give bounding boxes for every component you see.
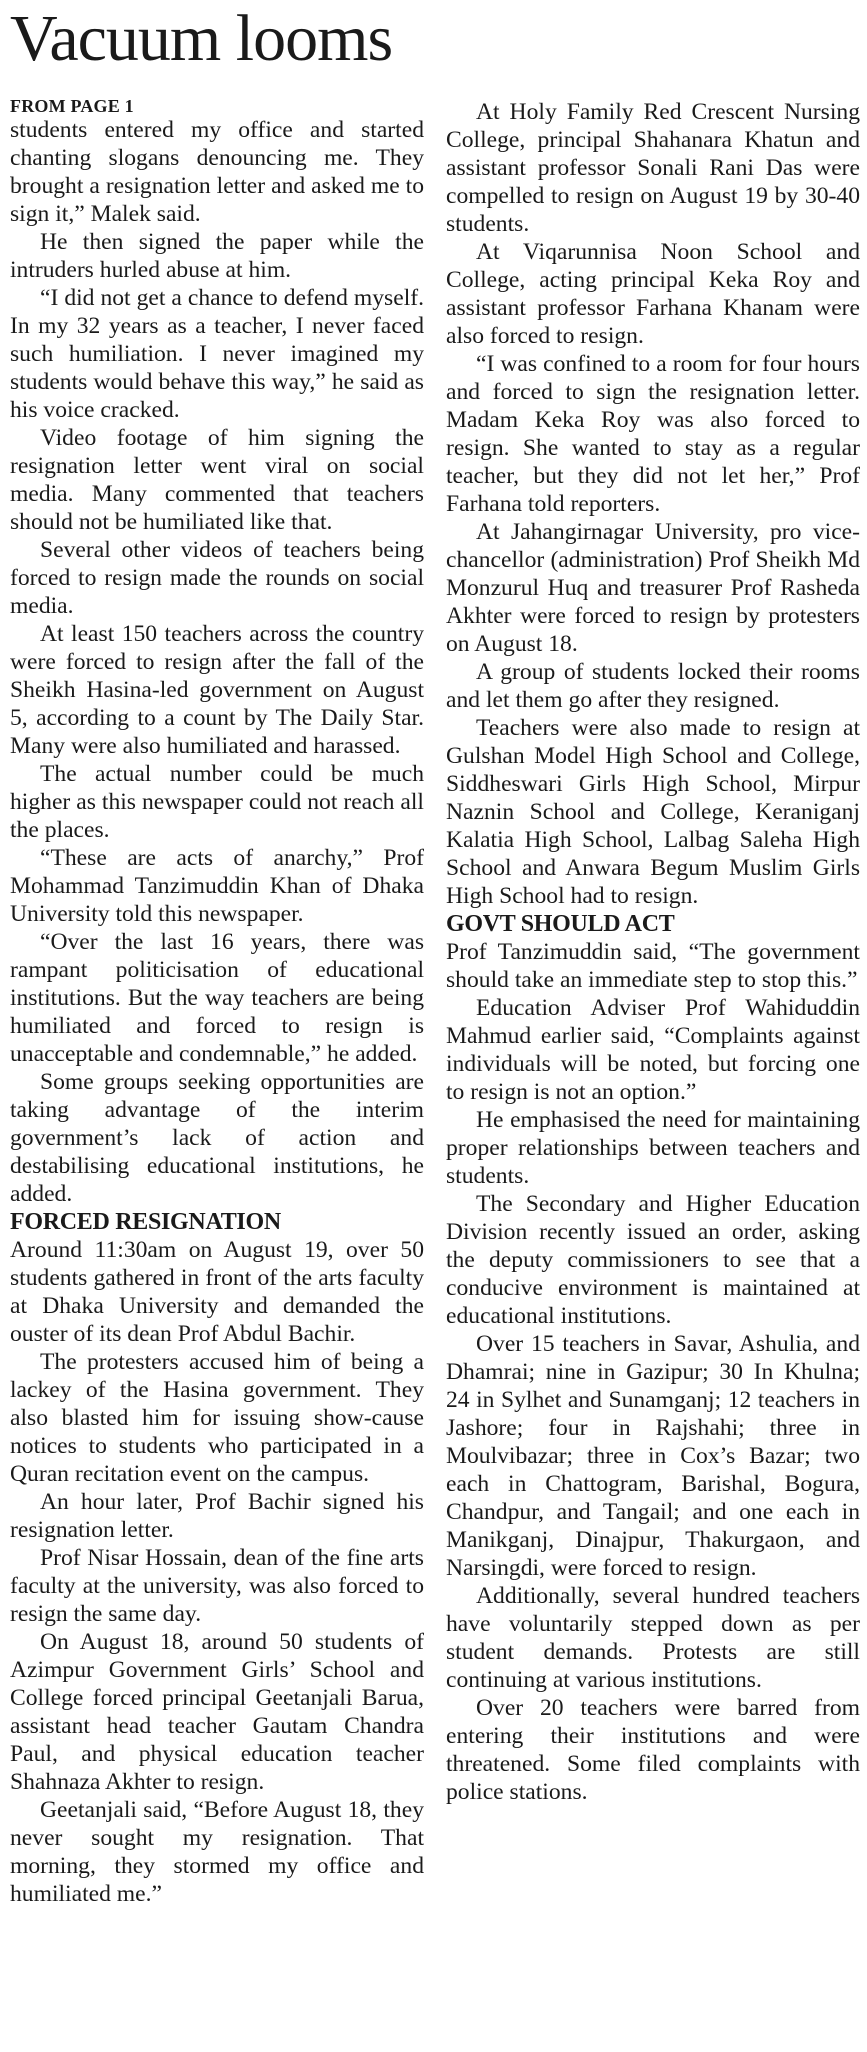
paragraph: Over 15 teachers in Savar, Ashulia, and Dhamrai; nine in Gazipur; 30 In Khulna; 24 in Sylhet and Sunamganj; 12 teachers in Jashore; four in Rajshahi; three in Moulvibazar; three in Cox’s Bazar; two each in Chattogram, Barishal, Bogura, Chandpur, and Tangail; and one each in Manikganj, Dinajpur, Thakurgaon, and Narsingdi, were forced to resign. (446, 1331, 860, 1581)
paragraph: “I did not get a chance to defend myself. In my 32 years as a teacher, I never faced such humiliation. I never imagined my students would behave this way,” he said as his voice cracked. (10, 285, 424, 423)
paragraph: Education Adviser Prof Wahiduddin Mahmud earlier said, “Complaints against individuals will be noted, but forcing one to resign is not an option.” (446, 995, 860, 1105)
paragraph: On August 18, around 50 students of Azimpur Government Girls’ School and College forced principal Geetanjali Barua, assistant head teacher Gautam Chandra Paul, and physical education teacher Shahnaza Akhter to resign. (10, 1629, 424, 1795)
jump-line: FROM PAGE 1 (10, 96, 134, 116)
paragraph: He emphasised the need for maintaining proper relationships between teachers and students. (446, 1107, 860, 1189)
paragraph: Over 20 teachers were barred from entering their institutions and were threatened. Some filed complaints with police stations. (446, 1695, 860, 1805)
paragraph: “Over the last 16 years, there was rampant politicisation of educational institutions. But the way teachers are being humiliated and forced to resign is unacceptable and condemnable,” he added. (10, 929, 424, 1067)
paragraph: students entered my office and started chanting slogans denouncing me. They brought a resignation letter and asked me to sign it,” Malek said. (10, 117, 424, 227)
paragraph: “I was confined to a room for four hours and forced to sign the resignation letter. Madam Keka Roy was also forced to resign. She wanted to stay as a regular teacher, but they did not let her,” Prof Farhana told reporters. (446, 351, 860, 517)
paragraph: Teachers were also made to resign at Gulshan Model High School and College, Siddheswari Girls High School, Mirpur Naznin School and College, Keraniganj Kalatia High School, Lalbag Saleha High School and Anwara Begum Muslim Girls High School had to resign. (446, 715, 860, 909)
paragraph: “These are acts of anarchy,” Prof Mohammad Tanzimuddin Khan of Dhaka University told this newspaper. (10, 845, 424, 927)
paragraph: Video footage of him signing the resignation letter went viral on social media. Many commented that teachers should not be humiliated like that. (10, 425, 424, 535)
headline: Vacuum looms (10, 2, 393, 75)
paragraph: An hour later, Prof Bachir signed his resignation letter. (10, 1489, 424, 1543)
paragraph: Additionally, several hundred teachers have voluntarily stepped down as per student demands. Protests are still continuing at various institutions. (446, 1583, 860, 1693)
paragraph: A group of students locked their rooms and let them go after they resigned. (446, 659, 860, 713)
paragraph: At Jahangirnagar University, pro vice-chancellor (administration) Prof Sheikh Md Monzurul Huq and treasurer Prof Rasheda Akhter were forced to resign by protesters on August 18. (446, 519, 860, 657)
paragraph: Some groups seeking opportunities are taking advantage of the interim government’s lack of action and destabilising educational institutions, he added. (10, 1069, 424, 1207)
paragraph: He then signed the paper while the intruders hurled abuse at him. (10, 229, 424, 283)
article-column-right (446, 98, 860, 1806)
paragraph: At Viqarunnisa Noon School and College, acting principal Keka Roy and assistant professor Farhana Khanam were also forced to resign. (446, 239, 860, 349)
paragraph: The protesters accused him of being a lackey of the Hasina government. They also blasted him for issuing show-cause notices to students who participated in a Quran recitation event on the campus. (10, 1349, 424, 1487)
paragraph: At Holy Family Red Crescent Nursing College, principal Shahanara Khatun and assistant professor Sonali Rani Das were compelled to resign on August 19 by 30-40 students. (446, 99, 860, 237)
paragraph: Prof Nisar Hossain, dean of the fine arts faculty at the university, was also forced to resign the same day. (10, 1545, 424, 1627)
paragraph: At least 150 teachers across the country were forced to resign after the fall of the Sheikh Hasina-led government on August 5, according to a count by The Daily Star. Many were also humiliated and harassed. (10, 621, 424, 759)
subheading-forced-resignation: FORCED RESIGNATION (10, 1209, 281, 1235)
article-column-left (10, 96, 424, 1908)
paragraph: The actual number could be much higher as this newspaper could not reach all the places. (10, 761, 424, 843)
paragraph: The Secondary and Higher Education Division recently issued an order, asking the deputy commissioners to see that a conducive environment is maintained at educational institutions. (446, 1191, 860, 1329)
paragraph: Several other videos of teachers being forced to resign made the rounds on social media. (10, 537, 424, 619)
paragraph: Prof Tanzimuddin said, “The government should take an immediate step to stop this.” (446, 939, 860, 993)
paragraph: Around 11:30am on August 19, over 50 students gathered in front of the arts faculty at Dhaka University and demanded the ouster of its dean Prof Abdul Bachir. (10, 1237, 424, 1347)
paragraph: Geetanjali said, “Before August 18, they never sought my resignation. That morning, they stormed my office and humiliated me.” (10, 1797, 424, 1907)
subheading-govt-should-act: GOVT SHOULD ACT (446, 911, 675, 937)
